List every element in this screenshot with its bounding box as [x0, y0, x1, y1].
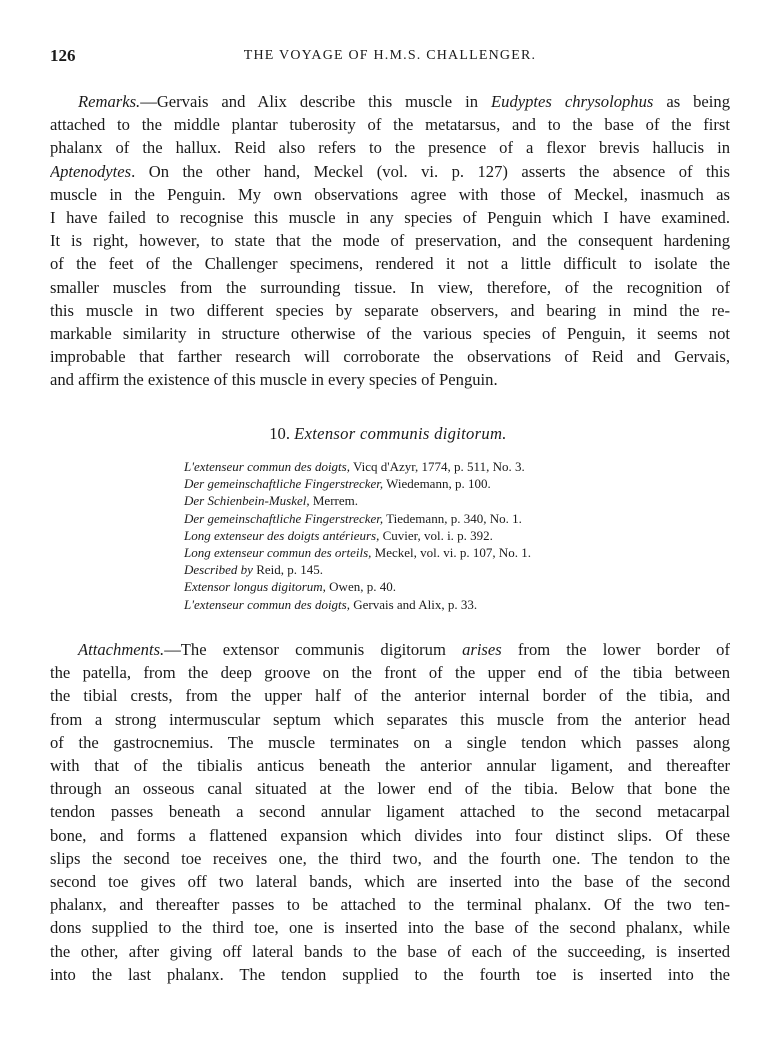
- synonymy-entry: Der gemeinschaftliche Fingerstrecker, Tiedemann, p. 340, No. 1.: [184, 510, 522, 526]
- text-line: from a strong intermuscular septum which separates this muscle from the anterior head: [50, 709, 730, 729]
- text-line: the tibial crests, from the upper half of the anterior internal border of the tibia, and: [50, 686, 730, 706]
- text-line: tendon passes beneath a second annular ligament attached to the second metacarpal: [50, 802, 730, 822]
- text-line: second toe gives off two lateral bands, which are inserted into the base of the second: [50, 872, 730, 892]
- section-number: 10.: [269, 424, 290, 443]
- section-title: Extensor communis digitorum.: [294, 424, 507, 443]
- synonymy-entry: Der Schienbein-Muskel, Merrem.: [184, 493, 358, 509]
- synonymy-entry: L'extenseur commun des doigts, Vicq d'Azyr, 1774, p. 511, No. 3.: [184, 459, 525, 474]
- text-line: I have failed to recognise this muscle in any species of Penguin which I have examined.: [50, 208, 730, 228]
- text-line: improbable that farther research will corroborate the observations of Reid and Gervais,: [50, 347, 730, 367]
- text-line: bone, and forms a flattened expansion which divides into four distinct slips. Of these: [50, 825, 730, 845]
- text-line: the other, after giving off lateral bands to the base of each of the succeeding, is inserted: [50, 941, 730, 961]
- section-heading: [0, 424, 776, 444]
- synonymy-entry: Der gemeinschaftliche Fingerstrecker, Wiedemann, p. 100.: [184, 476, 491, 492]
- attachments-lead: Attachments.: [78, 640, 165, 659]
- synonymy-entry: Extensor longus digitorum, Owen, p. 40.: [184, 579, 396, 595]
- synonymy-list: [184, 458, 704, 613]
- remarks-paragraph: [50, 90, 730, 392]
- synonymy-entry: L'extenseur commun des doigts, Gervais and Alix, p. 33.: [184, 596, 478, 612]
- text-line: the patella, from the deep groove on the front of the upper end of the tibia between: [50, 663, 730, 683]
- attachments-paragraph: [50, 638, 730, 986]
- text-line: with that of the tibialis anticus beneath the anterior annular ligament, and thereafter: [50, 756, 730, 776]
- remarks-lead: Remarks.: [78, 92, 141, 111]
- species-name: Aptenodytes: [50, 161, 132, 181]
- text-line: dons supplied to the third toe, one is inserted into the base of the second phalanx, while: [50, 918, 730, 938]
- text-line: of the gastrocnemius. The muscle terminates on a single tendon which passes along: [50, 732, 730, 752]
- text-line: Aptenodytes. On the other hand, Meckel (vol. vi. p. 127) asserts the absence of this: [50, 161, 730, 181]
- text-line: Attachments.—The extensor communis digitorum arises from the lower border of: [78, 640, 730, 659]
- page-header: [50, 46, 730, 70]
- text-line: phalanx of the hallux. Reid also refers to the presence of a flexor brevis hallucis in: [50, 138, 730, 158]
- synonymy-entry: Long extenseur commun des orteils, Meckel, vol. vi. p. 107, No. 1.: [184, 545, 531, 561]
- page-number: 126: [50, 46, 76, 65]
- text-line: into the last phalanx. The tendon supplied to the fourth toe is inserted into the: [50, 964, 730, 984]
- text-line: smaller muscles from the surrounding tissue. In view, therefore, of the recognition of: [50, 277, 730, 297]
- text-line: attached to the middle plantar tuberosity of the metatarsus, and to the base of the first: [50, 115, 730, 135]
- text-line: slips the second toe receives one, the third two, and the fourth one. The tendon to the: [50, 848, 730, 868]
- text-line: of the feet of the Challenger specimens, rendered it not a little difficult to isolate the: [50, 254, 730, 274]
- text-line: and affirm the existence of this muscle in every species of Penguin.: [50, 370, 498, 390]
- text-line: muscle in the Penguin. My own observations agree with those of Meckel, inasmuch as: [50, 184, 730, 204]
- species-name: Eudyptes chrysolophus: [491, 92, 654, 111]
- text-line: It is right, however, to state that the mode of preservation, and the consequent hardening: [50, 231, 730, 251]
- text-line: phalanx, and thereafter passes to be attached to the terminal phalanx. Of the two ten-: [50, 895, 730, 915]
- text-line: Remarks.—Gervais and Alix describe this muscle in Eudyptes chrysolophus as being: [78, 92, 730, 111]
- running-title: THE VOYAGE OF H.M.S. CHALLENGER.: [243, 48, 537, 63]
- synonymy-entry: Long extenseur des doigts antérieurs, Cuvier, vol. i. p. 392.: [184, 527, 493, 543]
- synonymy-entry: Described by Reid, p. 145.: [184, 562, 324, 578]
- text-line: markable similarity in structure otherwise of the various species of Penguin, it seems not: [50, 324, 730, 344]
- text-line: this muscle in two different species by separate observers, and bearing in mind the re-: [50, 300, 730, 320]
- text-line: through an osseous canal situated at the lower end of the tibia. Below that bone the: [50, 779, 730, 799]
